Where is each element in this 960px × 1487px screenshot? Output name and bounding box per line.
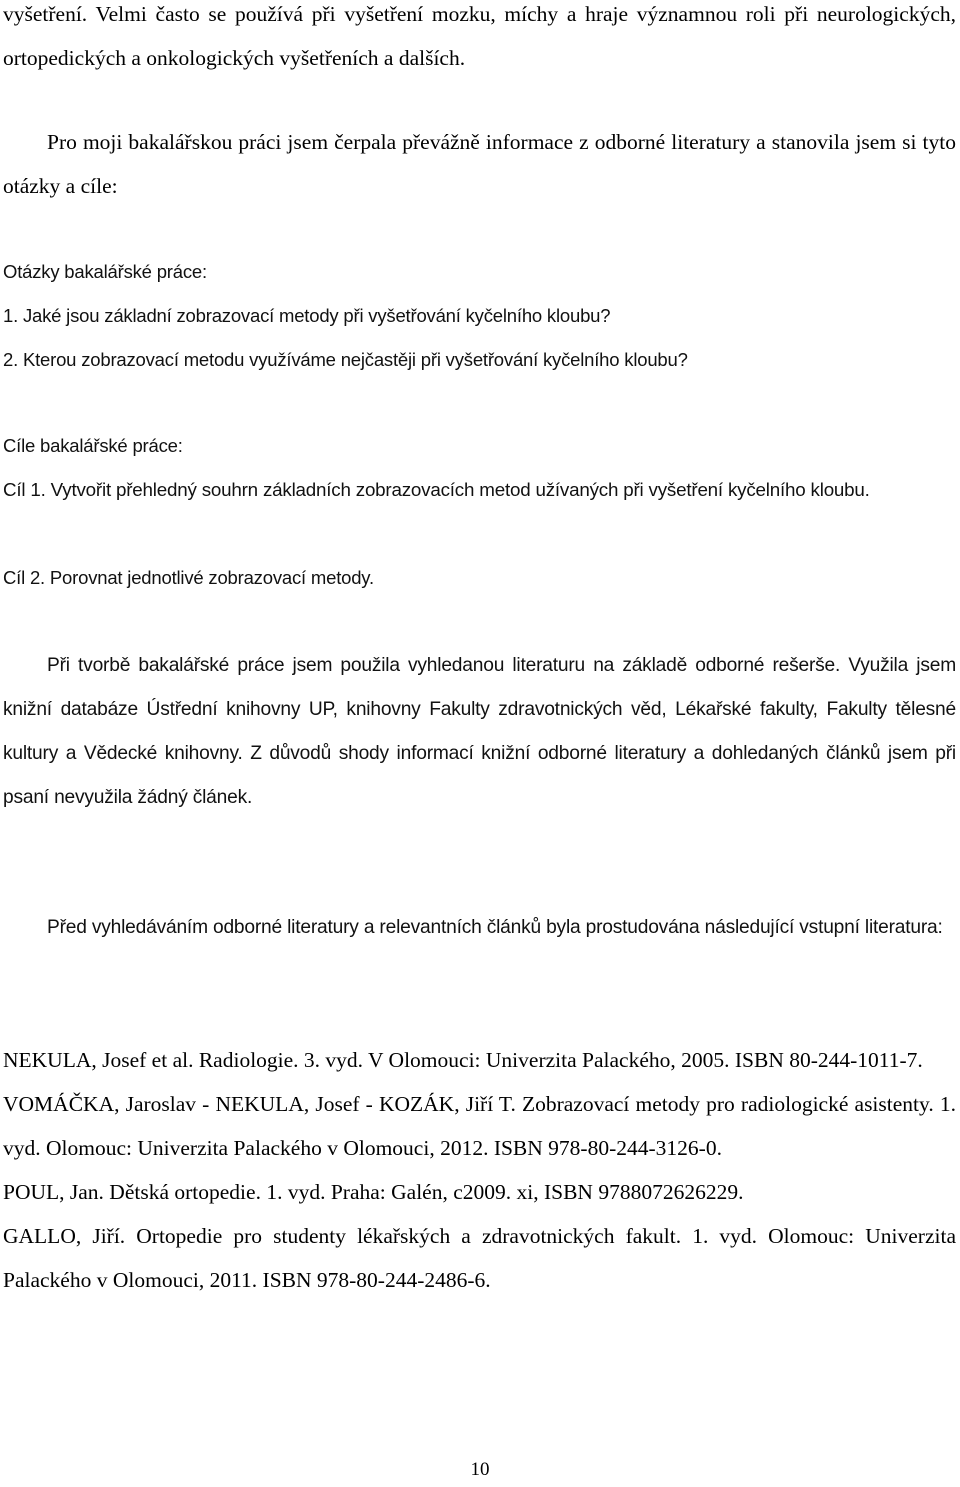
reference-item-4: GALLO, Jiří. Ortopedie pro studenty lékařských a zdravotnických fakult. 1. vyd. Olomouc: Univerzita Palackého v Olomouci, 2011. ISBN 978-80-244-2486-6. <box>3 1224 956 1292</box>
goals-heading: Cíle bakalářské práce: <box>3 435 183 456</box>
goal-item-2: Cíl 2. Porovnat jednotlivé zobrazovací metody. <box>3 567 374 588</box>
page-number: 10 <box>470 1459 490 1480</box>
goal-item-1: Cíl 1. Vytvořit přehledný souhrn základních zobrazovacích metod užívaných při vyšetření kyčelního kloubu. <box>3 479 870 500</box>
sources-paragraph: Pro moji bakalářskou práci jsem čerpala převážně informace z odborné literatury a stanovila jsem si tyto otázky a cíle: <box>3 130 956 198</box>
reference-item-3: POUL, Jan. Dětská ortopedie. 1. vyd. Praha: Galén, c2009. xi, ISBN 9788072626229. <box>3 1180 744 1204</box>
question-item-1: 1. Jaké jsou základní zobrazovací metody při vyšetřování kyčelního kloubu? <box>3 305 611 326</box>
reference-item-2: VOMÁČKA, Jaroslav - NEKULA, Josef - KOZÁK, Jiří T. Zobrazovací metody pro radiologické asistenty. 1. vyd. Olomouc: Univerzita Palackého v Olomouci, 2012. ISBN 978-80-244-3126-0. <box>3 1092 956 1160</box>
questions-heading: Otázky bakalářské práce: <box>3 261 207 282</box>
input-literature-paragraph: Před vyhledáváním odborné literatury a relevantních článků byla prostudována následující vstupní literatura: <box>47 917 943 938</box>
question-item-2: 2. Kterou zobrazovací metodu využíváme nejčastěji při vyšetřování kyčelního kloubu? <box>3 349 688 370</box>
reference-list <box>3 1038 956 1302</box>
method-paragraph: Při tvorbě bakalářské práce jsem použila vyhledanou literaturu na základě odborné rešerše. Využila jsem knižní databáze Ústřední knihovny UP, knihovny Fakulty zdravotnických věd, Lékařské fakulty, Fakulty tělesné kultury a Vědecké knihovny. Z důvodů shody informací knižní odborné literatury a dohledaných článků jsem při psaní nevyužila žádný článek. <box>3 655 956 808</box>
reference-item-1: NEKULA, Josef et al. Radiologie. 3. vyd. V Olomouci: Univerzita Palackého, 2005. ISBN 80-244-1011-7. <box>3 1048 923 1072</box>
intro-paragraph: vyšetření. Velmi často se používá při vyšetření mozku, míchy a hraje významnou roli při neurologických, ortopedických a onkologických vyšetřeních a dalších. <box>3 2 956 70</box>
